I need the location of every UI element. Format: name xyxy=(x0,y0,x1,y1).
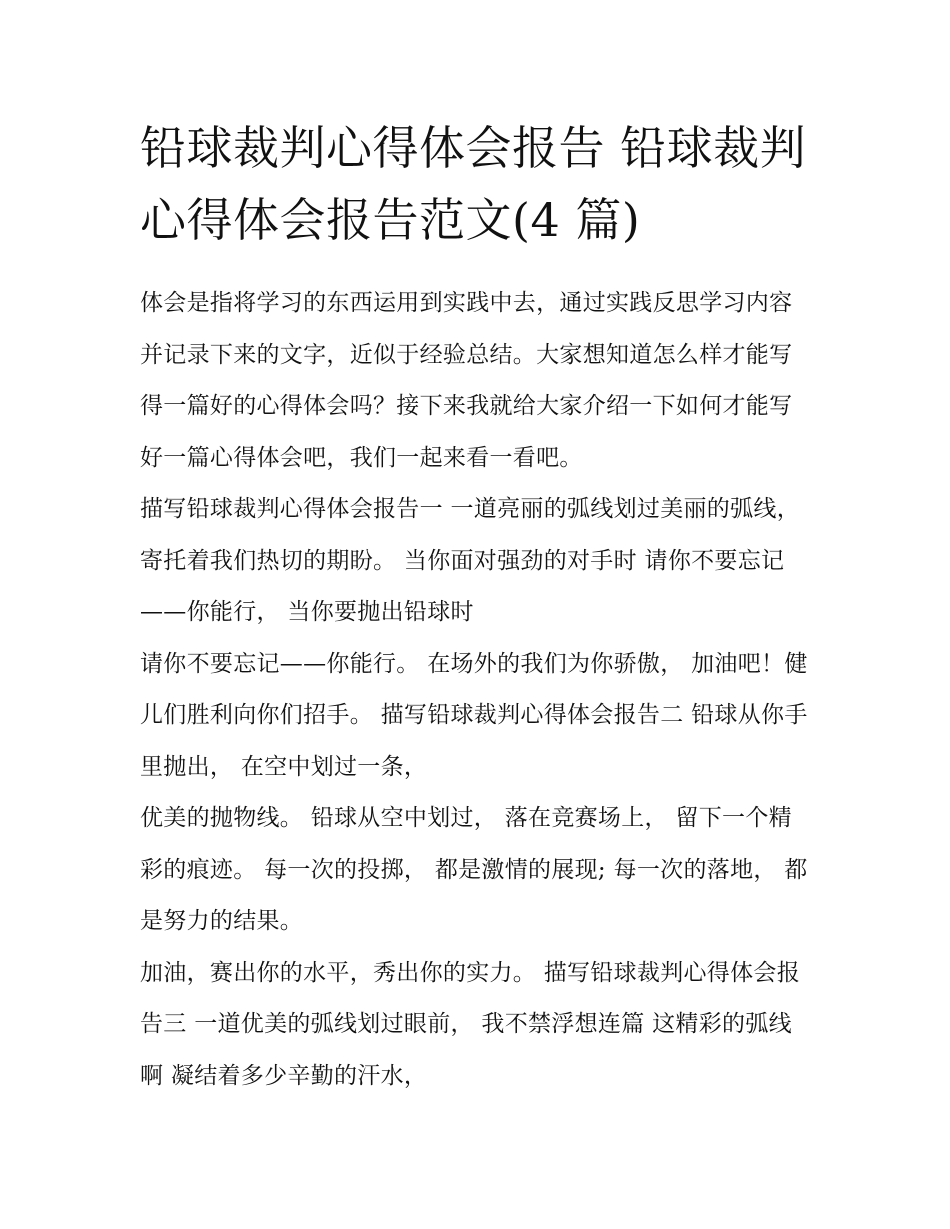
document-title: 铅球裁判心得体会报告 铅球裁判心得体会报告范文(4 篇) xyxy=(140,121,807,247)
paragraph-report-two-continued: 优美的抛物线。 铅球从空中划过， 落在竞赛场上， 留下一个精彩的痕迹。 每一次的投掷， 都是激情的展现; 每一次的落地， 都是努力的结果。 xyxy=(140,805,808,934)
paragraph-report-three: 加油，赛出你的水平，秀出你的实力。 描写铅球裁判心得体会报告三 一道优美的弧线划过眼前， 我不禁浮想连篇 这精彩的弧线啊 凝结着多少辛勤的汗水， xyxy=(140,959,801,1089)
paragraph-intro: 体会是指将学习的东西运用到实践中去，通过实践反思学习内容并记录下来的文字，近似于经验总结。大家想知道怎么样才能写得一篇好的心得体会吗？接下来我就给大家介绍一下如何才能写好一篇心得体会吧，我们一起来看一看吧。 xyxy=(140,290,793,471)
paragraph-report-one-continued: 请你不要忘记——你能行。 在场外的我们为你骄傲， 加油吧！健儿们胜利向你们招手。 描写铅球裁判心得体会报告二 铅球从你手里抛出， 在空中划过一条， xyxy=(140,650,808,780)
paragraph-report-one: 描写铅球裁判心得体会报告一 一道亮丽的弧线划过美丽的弧线， 寄托着我们热切的期盼。 当你面对强劲的对手时 请你不要忘记——你能行， 当你要抛出铅球时 xyxy=(140,496,801,625)
document-page xyxy=(140,112,815,1102)
